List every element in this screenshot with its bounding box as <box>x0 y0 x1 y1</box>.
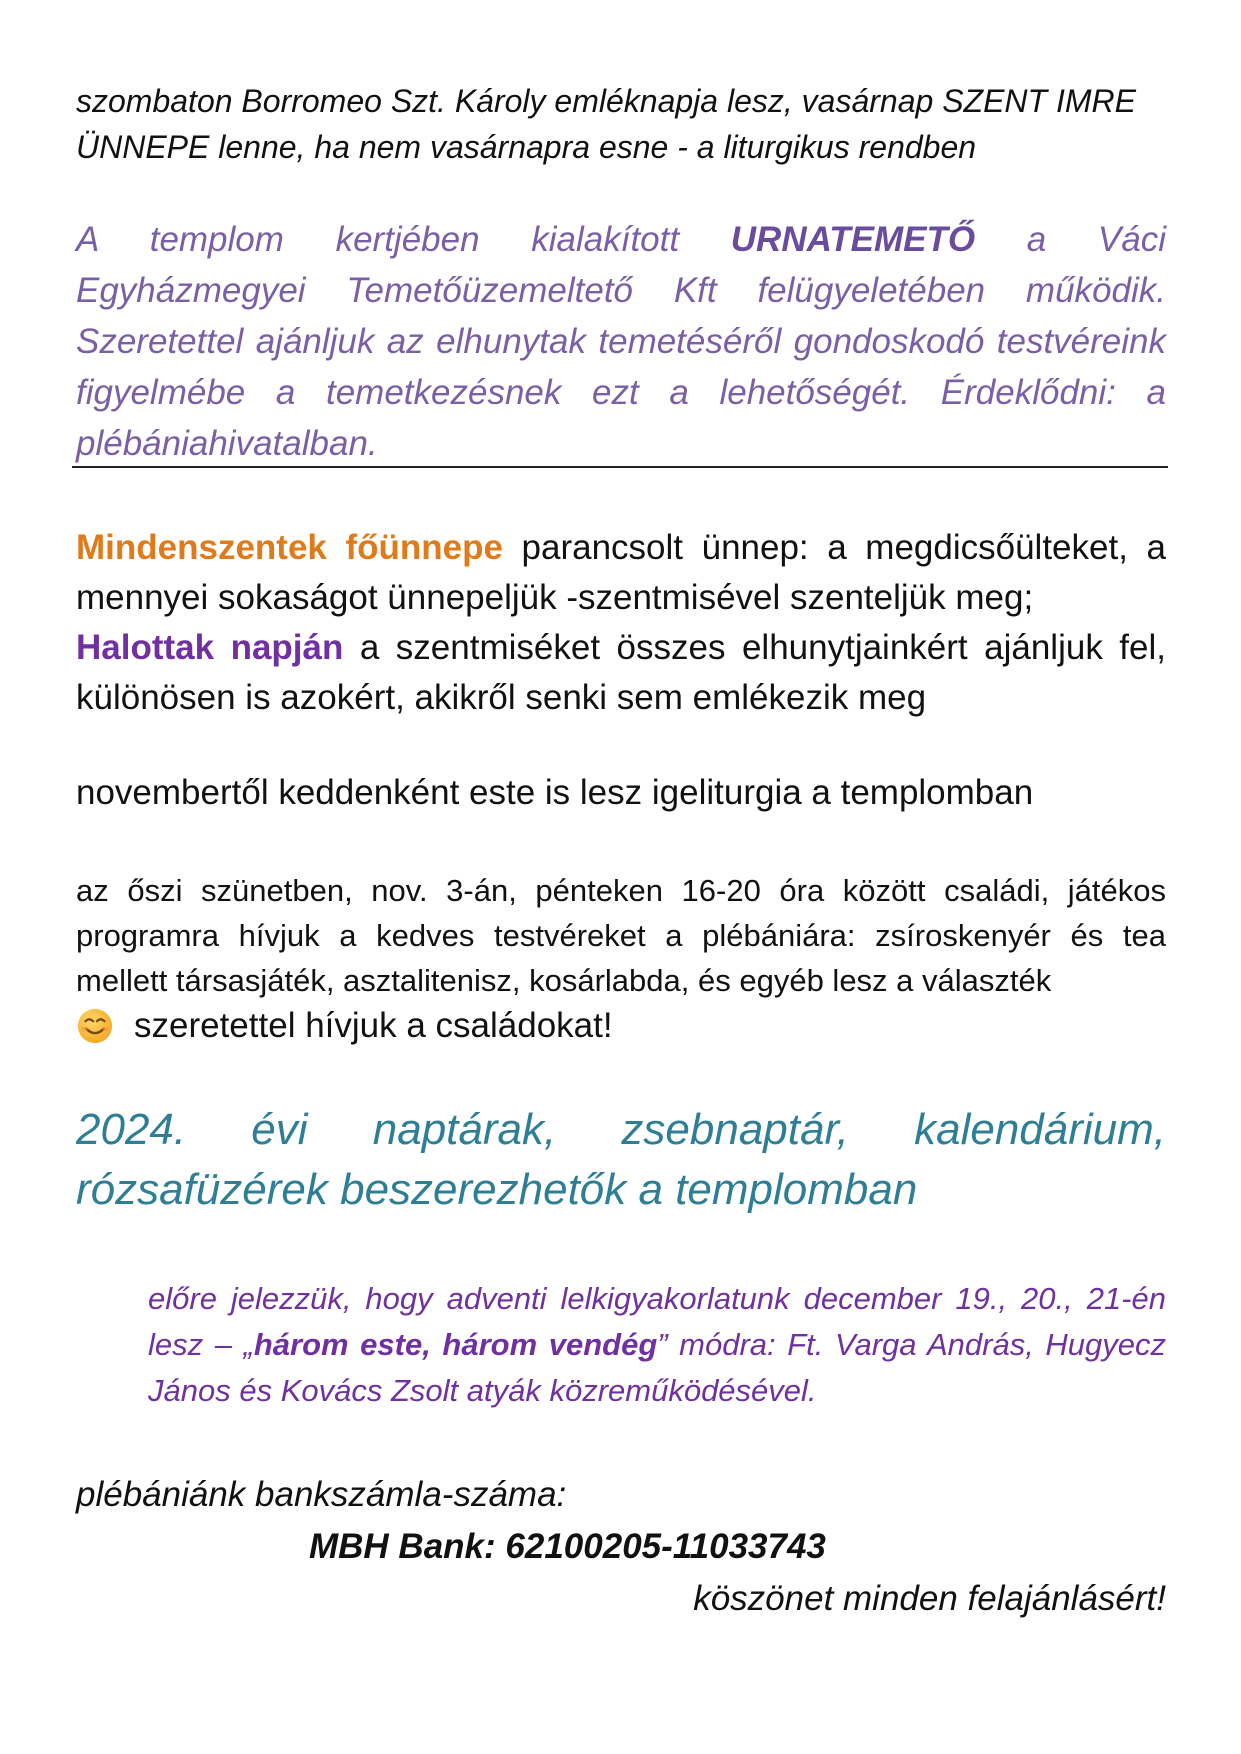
urn-cemetery-notice <box>76 214 1166 469</box>
thanks-note: köszönet minden felajánlásért! <box>693 1579 1166 1618</box>
urn-cemetery-intro: A templom kertjében kialakított <box>76 220 731 259</box>
family-program-text: az őszi szünetben, nov. 3-án, pénteken 16-20 óra között családi, játékos programra hívjuk a kedves testvéreket a plébániára: zsíroskenyér és tea mellett társasjáték, asztalitenisz, kosárlabda, és egyéb lesz a választék <box>76 873 1166 998</box>
all-souls-title: Halottak napján <box>76 628 344 667</box>
urn-cemetery-text: a Váci Egyházmegyei Temetőüzemeltető Kft felügyeletében működik. Szeretettel ajánljuk az elhunytak temetéséről gondoskodó testvéreink figyelmébe a temetkezésnek ezt a lehetőségét. Érdeklődni: a plébániahivatalban. <box>76 220 1166 463</box>
all-souls-text: a szentmiséket összes elhunytjainkért ajánljuk fel, különösen is azokért, akikről senki sem emlékezik meg <box>76 628 1166 717</box>
urn-cemetery-title: URNATEMETŐ <box>730 220 976 259</box>
advent-retreat-text: ” módra: Ft. Varga András, Hugyecz János és Kovács Zsolt atyák közreműködésével. <box>148 1327 1166 1408</box>
calendar-sale-notice: 2024. évi naptárak, zsebnaptár, kalendárium, rózsafüzérek beszerezhetők a templomban <box>76 1105 1166 1214</box>
family-program-notice <box>76 868 1166 1049</box>
bank-account-number: MBH Bank: 62100205-11033743 <box>309 1527 826 1566</box>
section-divider <box>72 466 1168 468</box>
family-program-closing: szeretettel hívjuk a családokat! <box>134 1006 613 1045</box>
liturgy-note-line1: szombaton Borromeo Szt. Károly emléknapja lesz, vasárnap SZENT IMRE <box>76 83 1136 119</box>
all-saints-text: parancsolt ünnep: a megdicsőülteket, a mennyei sokaságot ünnepeljük -szentmisével szenteljük meg; <box>76 528 1166 617</box>
tuesday-liturgy-notice: novembertől keddenként este is lesz igeliturgia a templomban <box>76 773 1034 812</box>
advent-retreat-title: három este, három vendég <box>253 1327 658 1362</box>
smiley-icon <box>76 1007 114 1045</box>
liturgy-note-line2: ÜNNEPE lenne, ha nem vasárnapra esne - a liturgikus rendben <box>76 129 977 165</box>
all-saints-title: Mindenszentek főünnepe <box>76 528 503 567</box>
advent-retreat-notice <box>148 1276 1166 1414</box>
bank-account-label: plébániánk bankszámla-száma: <box>76 1475 567 1514</box>
liturgy-note <box>76 78 1166 170</box>
advent-retreat-intro: előre jelezzük, hogy adventi lelkigyakorlatunk december 19., 20., 21-én lesz – „ <box>148 1281 1166 1362</box>
all-saints-notice <box>76 523 1166 723</box>
